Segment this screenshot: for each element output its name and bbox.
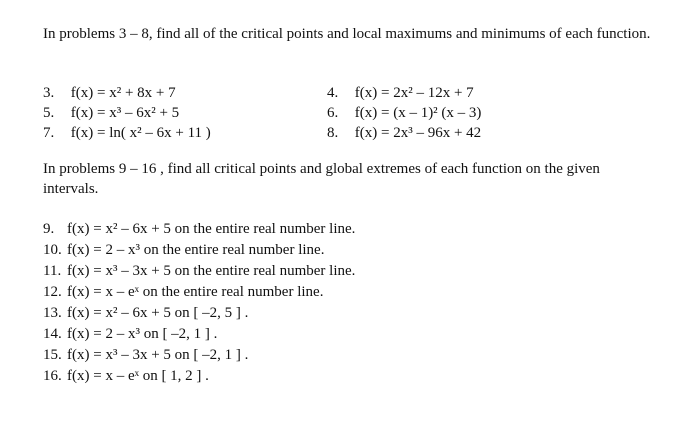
intro-paragraph-2: In problems 9 – 16 , find all critical points and global extremes of each function on the given intervals.: [43, 161, 600, 197]
problem-text: f(x) = x³ – 6x² + 5: [70, 105, 180, 121]
problem-number: 4.: [327, 85, 339, 101]
problem-16: [43, 366, 355, 387]
problem-number: 12.: [43, 284, 62, 300]
problem-number: 13.: [43, 305, 62, 321]
problem-number: 16.: [43, 368, 62, 384]
problem-15: [43, 345, 355, 366]
problem-number: 14.: [43, 326, 62, 342]
problem-13: [43, 303, 355, 324]
problem-number: 8.: [327, 125, 339, 141]
problem-4: [327, 84, 474, 102]
problem-text: f(x) = 2 – x³ on [ –2, 1 ] .: [67, 326, 218, 342]
problem-text: f(x) = x – eˣ on [ 1, 2 ] .: [67, 368, 209, 384]
problem-number: 15.: [43, 347, 62, 363]
problem-text: f(x) = 2x³ – 96x + 42: [354, 125, 482, 141]
problem-text: f(x) = 2 – x³ on the entire real number line.: [67, 242, 325, 258]
problem-number: 10.: [43, 242, 62, 258]
problem-list-global-extremes: [43, 219, 355, 387]
problem-text: f(x) = (x – 1)² (x – 3): [354, 105, 482, 121]
problem-text: f(x) = x² – 6x + 5 on [ –2, 5 ] .: [67, 305, 249, 321]
intro-paragraph-1: In problems 3 – 8, find all of the critical points and local maximums and minimums of each function.: [43, 26, 651, 42]
problem-number: 6.: [327, 105, 339, 121]
problem-text: f(x) = x³ – 3x + 5 on [ –2, 1 ] .: [67, 347, 249, 363]
problem-text: f(x) = x² – 6x + 5 on the entire real number line.: [67, 221, 356, 237]
problem-10: [43, 240, 355, 261]
problem-text: f(x) = 2x² – 12x + 7: [354, 85, 474, 101]
problem-text: f(x) = x² + 8x + 7: [70, 85, 176, 101]
problem-5: [43, 104, 179, 122]
problem-11: [43, 261, 355, 282]
problem-number: 7.: [43, 125, 55, 141]
problem-text: f(x) = ln( x² – 6x + 11 ): [70, 125, 211, 141]
problem-8: [327, 124, 481, 142]
problem-12: [43, 282, 355, 303]
problem-6: [327, 104, 481, 122]
problem-9: [43, 219, 355, 240]
problem-number: 11.: [43, 263, 62, 279]
problem-number: 9.: [43, 221, 55, 237]
problem-14: [43, 324, 355, 345]
problem-number: 5.: [43, 105, 55, 121]
problem-text: f(x) = x – eˣ on the entire real number line.: [67, 284, 324, 300]
problem-7: [43, 124, 211, 142]
problem-3: [43, 84, 176, 102]
problem-text: f(x) = x³ – 3x + 5 on the entire real number line.: [67, 263, 356, 279]
problem-number: 3.: [43, 85, 55, 101]
